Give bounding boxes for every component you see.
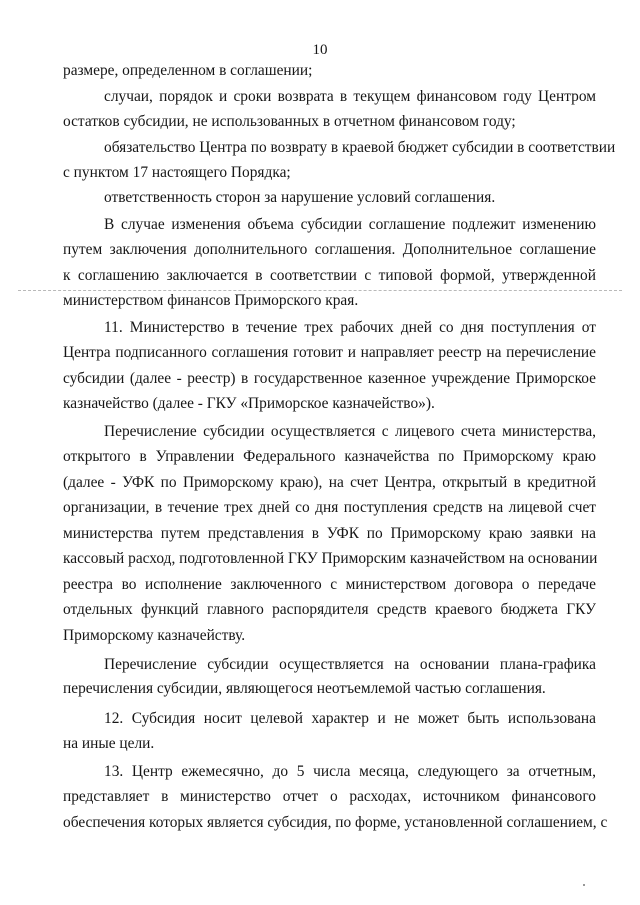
text-line: (далее - УФК по Приморскому краю), на счет Центра, открытый в кредитной (63, 474, 596, 491)
text-line: ответственность сторон за нарушение условий соглашения. (104, 189, 496, 206)
text-line: 11. Министерство в течение трех рабочих дней со дня поступления от (104, 319, 596, 336)
text-line: обеспечения которых является субсидия, по форме, установленной соглашением, с (63, 814, 608, 831)
text-line: открытого в Управлении Федерального казначейства по Приморскому краю (63, 448, 596, 465)
text-line: остатков субсидии, не использованных в отчетном финансовом году; (63, 113, 516, 130)
text-line: казначейство (далее - ГКУ «Приморское казначейство»). (63, 395, 435, 412)
text-line: с пунктом 17 настоящего Порядка; (63, 164, 291, 181)
text-line: на иные цели. (63, 735, 155, 752)
text-line: Приморскому казначейству. (63, 627, 246, 644)
scan-artifact-dot (583, 884, 585, 886)
text-line: реестра во исполнение заключенного с министерством договора о передаче (63, 576, 596, 593)
text-line: размере, определенном в соглашении; (63, 62, 313, 79)
text-line: Перечисление субсидии осуществляется на основании плана-графика (104, 656, 596, 673)
text-line: кассовый расход, подготовленной ГКУ Приморским казначейством на основании (63, 550, 598, 567)
text-line: путем заключения дополнительного соглашения. Дополнительное соглашение (63, 241, 596, 258)
text-line: Перечисление субсидии осуществляется с лицевого счета министерства, (104, 423, 596, 440)
text-line: случаи, порядок и сроки возврата в текущем финансовом году Центром (104, 88, 596, 105)
text-line: представляет в министерство отчет о расходах, источником финансового (63, 788, 596, 805)
text-line: обязательство Центра по возврату в краевой бюджет субсидии в соответствии (104, 139, 616, 156)
text-line: отдельных функций главного распорядителя средств краевого бюджета ГКУ (63, 601, 596, 618)
text-line: перечисления субсидии, являющегося неотъемлемой частью соглашения. (63, 680, 546, 697)
text-line: Центра подписанного соглашения готовит и направляет реестр на перечисление (63, 344, 596, 361)
page-number: 10 (312, 42, 328, 58)
text-line: к соглашению заключается в соответствии с типовой формой, утвержденной (63, 267, 596, 284)
scan-artifact-line (18, 290, 622, 291)
text-line: 12. Субсидия носит целевой характер и не может быть использована (104, 710, 596, 727)
text-line: 13. Центр ежемесячно, до 5 числа месяца, следующего за отчетным, (104, 763, 596, 780)
text-line: В случае изменения объема субсидии соглашение подлежит изменению (104, 216, 596, 233)
text-line: министерством финансов Приморского края. (63, 292, 359, 309)
text-line: организации, в течение трех дней со дня поступления средств на лицевой счет (63, 499, 596, 516)
text-line: министерства путем представления в УФК по Приморскому краю заявки на (63, 525, 596, 542)
text-line: субсидии (далее - реестр) в государственное казенное учреждение Приморское (63, 370, 596, 387)
